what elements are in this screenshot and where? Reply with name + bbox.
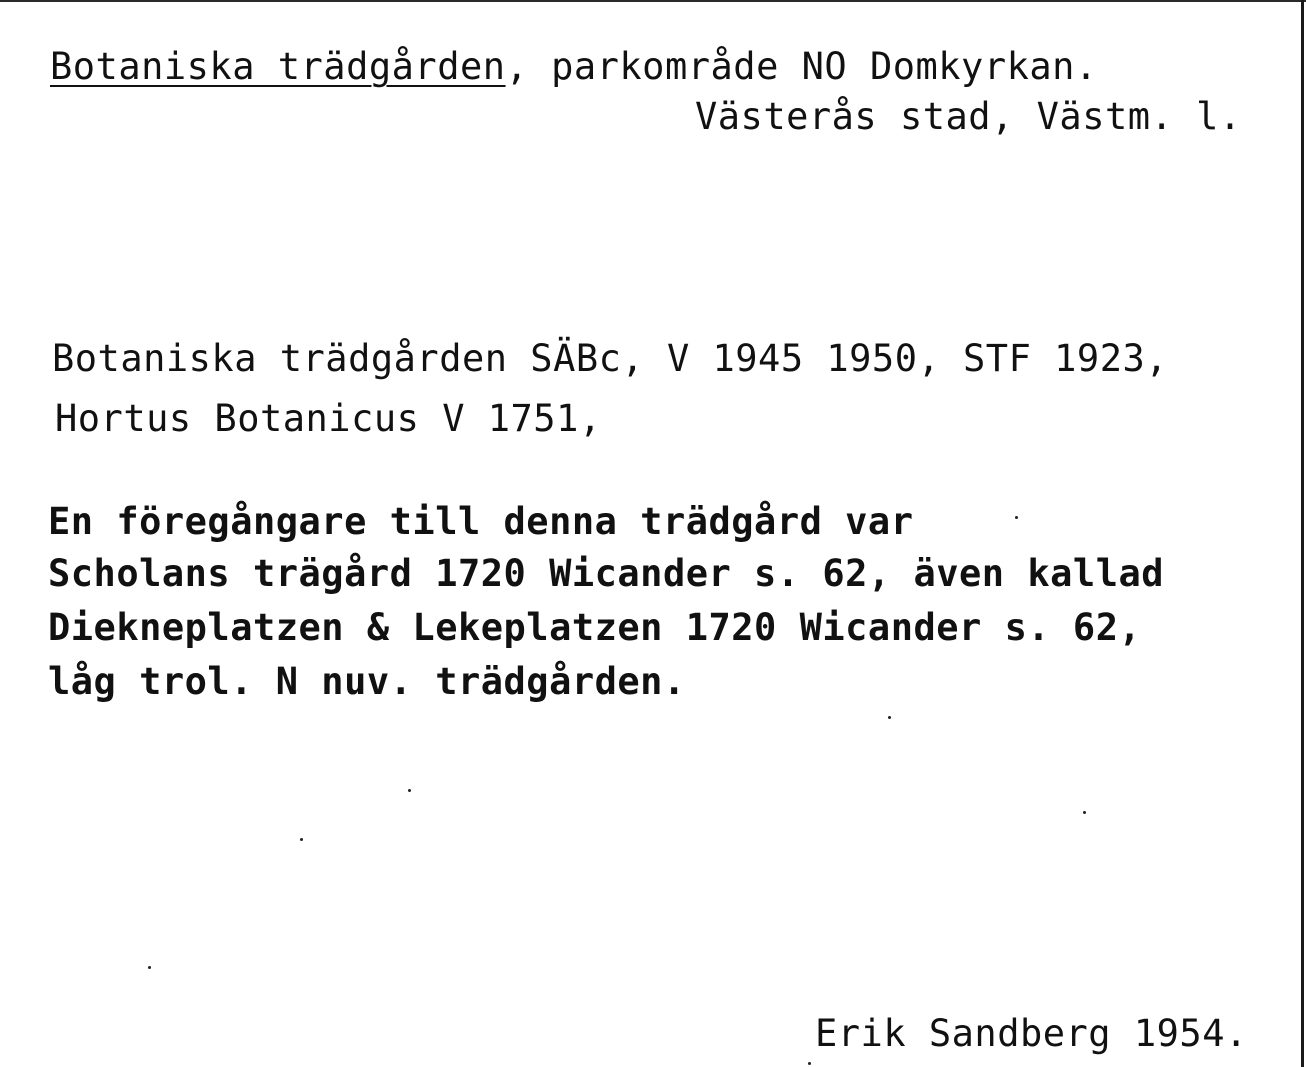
card-right-edge [1301, 0, 1304, 1067]
place-name: Botaniska trädgården [50, 45, 506, 88]
note-line-2: Scholans trägård 1720 Wicander s. 62, även kallad [48, 552, 1165, 595]
speck [408, 789, 411, 792]
signature: Erik Sandberg 1954. [815, 1012, 1248, 1055]
speck [1015, 516, 1018, 519]
sources-line-2: Hortus Botanicus V 1751, [55, 397, 602, 440]
location-line: Västerås stad, Västm. l. [695, 95, 1242, 138]
note-line-1: En föregångare till denna trädgård var [48, 500, 914, 543]
note-line-3: Diekneplatzen & Lekeplatzen 1720 Wicander s. 62, [48, 606, 1142, 649]
speck [808, 1062, 811, 1065]
note-line-4: låg trol. N nuv. trädgården. [48, 660, 686, 703]
speck [1083, 811, 1086, 814]
card-top-edge [0, 0, 1306, 2]
speck [300, 838, 303, 841]
speck [888, 716, 891, 719]
place-description: , parkområde NO Domkyrkan. [505, 45, 1098, 88]
sources-line-1: Botaniska trädgården SÄBc, V 1945 1950, STF 1923, [52, 337, 1169, 380]
speck [148, 966, 151, 969]
header-line [50, 45, 1098, 88]
